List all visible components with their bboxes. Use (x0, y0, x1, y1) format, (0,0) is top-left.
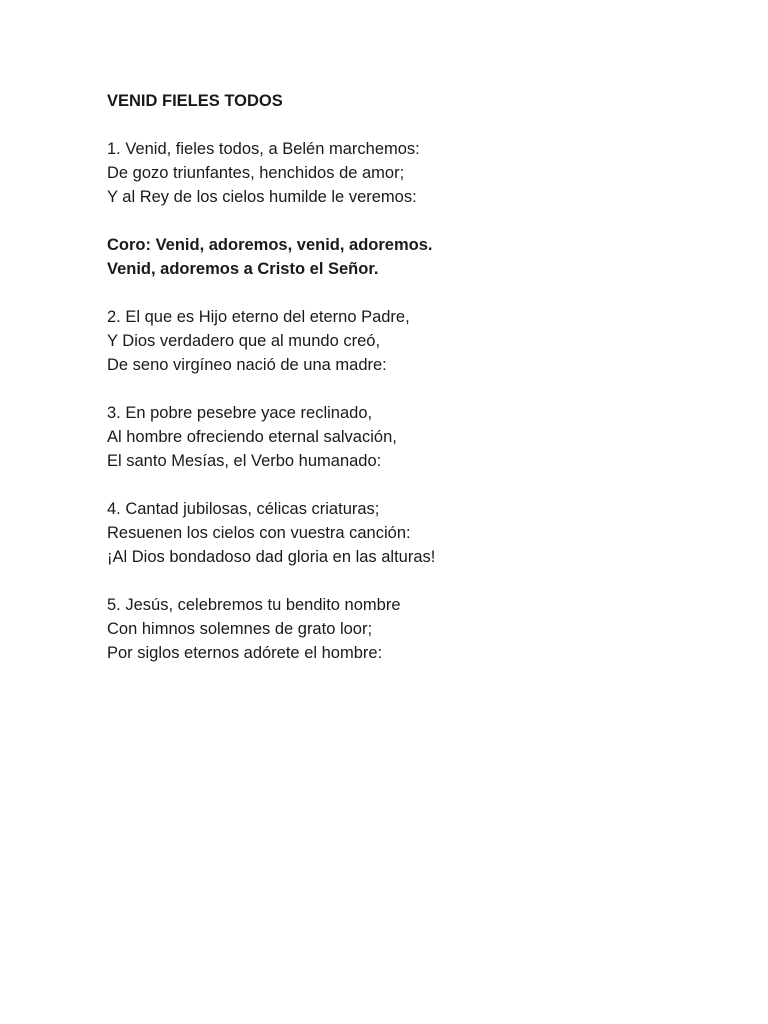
document-page (107, 89, 727, 665)
stanza-line: ¡Al Dios bondadoso dad gloria en las alturas! (107, 548, 436, 566)
stanza-line: Resuenen los cielos con vuestra canción: (107, 524, 411, 542)
stanza-line: De seno virgíneo nació de una madre: (107, 356, 387, 374)
spacer (107, 281, 727, 305)
stanza-line: 3. En pobre pesebre yace reclinado, (107, 404, 373, 422)
spacer (107, 377, 727, 401)
spacer (107, 569, 727, 593)
stanza-line: 4. Cantad jubilosas, célicas criaturas; (107, 500, 380, 518)
stanza-line: Con himnos solemnes de grato loor; (107, 620, 373, 638)
stanza-line: Al hombre ofreciendo eternal salvación, (107, 428, 397, 446)
spacer (107, 209, 727, 233)
stanza-5 (107, 593, 727, 665)
stanza-2 (107, 305, 727, 377)
stanza-line: 2. El que es Hijo eterno del eterno Padre, (107, 308, 410, 326)
stanza-line: De gozo triunfantes, henchidos de amor; (107, 164, 405, 182)
chorus-line: Coro: Venid, adoremos, venid, adoremos. (107, 236, 433, 254)
spacer (107, 473, 727, 497)
stanza-line: Y Dios verdadero que al mundo creó, (107, 332, 381, 350)
stanza-line: Por siglos eternos adórete el hombre: (107, 644, 383, 662)
stanza-line: 5. Jesús, celebremos tu bendito nombre (107, 596, 401, 614)
stanza-3 (107, 401, 727, 473)
stanza-4 (107, 497, 727, 569)
song-title: VENID FIELES TODOS (107, 92, 283, 110)
stanza-line: 1. Venid, fieles todos, a Belén marchemos: (107, 140, 420, 158)
stanza-line: El santo Mesías, el Verbo humanado: (107, 452, 382, 470)
chorus-line: Venid, adoremos a Cristo el Señor. (107, 260, 379, 278)
stanza-line: Y al Rey de los cielos humilde le veremos: (107, 188, 417, 206)
spacer (107, 113, 727, 137)
chorus (107, 233, 727, 281)
stanza-1 (107, 137, 727, 209)
